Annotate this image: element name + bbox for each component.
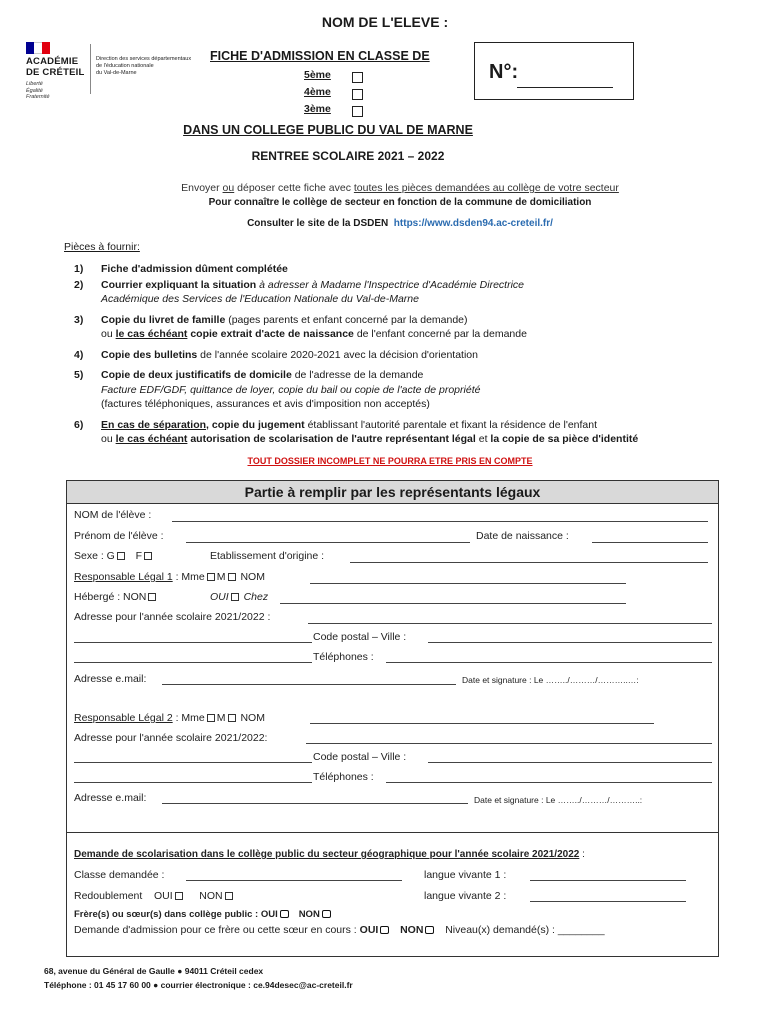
lv1-field[interactable]	[530, 880, 686, 881]
code-postal2-label: Code postal – Ville :	[313, 751, 407, 763]
pieces-label: Pièces à fournir:	[64, 241, 140, 253]
sexe-f-label: F	[135, 550, 143, 562]
item-text: à adresser à Madame l'Inspectrice d'Académie Directrice	[256, 278, 524, 291]
date-naissance-field[interactable]	[592, 542, 708, 543]
intro-underlined: toutes les pièces demandées au collège de votre secteur	[353, 182, 619, 194]
date-signature2: Date et signature : Le ……../………/………..:	[474, 795, 643, 805]
telephones1-label: Téléphones :	[313, 651, 374, 663]
list-item	[74, 313, 754, 342]
resp1-m-checkbox[interactable]	[228, 573, 236, 581]
heberge-oui-checkbox[interactable]	[231, 593, 239, 601]
item-text: et	[475, 433, 491, 445]
heberge-non-checkbox[interactable]	[148, 593, 156, 601]
heberge-non-label: Hébergé : NON	[74, 591, 147, 603]
dept-line: du Val-de-Marne	[96, 69, 137, 76]
dsden-label: Consulter le site de la DSDEN	[247, 218, 389, 229]
motto-line: Égalité	[26, 87, 43, 94]
heberge-oui-row	[210, 591, 268, 603]
etab-field[interactable]	[350, 562, 708, 563]
heberge-row	[74, 591, 158, 603]
form-title: Partie à remplir par les représentants légaux	[67, 481, 718, 504]
pieces-list	[74, 262, 754, 450]
lv1-label: langue vivante 1 :	[424, 869, 507, 881]
item-bold: Fiche d'admission dûment complétée	[101, 263, 288, 275]
freres-oui-checkbox[interactable]	[280, 910, 289, 918]
level-3-checkbox[interactable]	[352, 106, 363, 117]
level-4-checkbox[interactable]	[352, 89, 363, 100]
item-bold: copie extrait d'acte de naissance	[187, 328, 354, 340]
item-text: de l'adresse de la demande	[291, 369, 424, 381]
motto-line: Fraternité	[26, 94, 50, 100]
dept-line: de l'éducation nationale	[96, 62, 154, 69]
item-bold: Copie de deux justificatifs de domicile	[101, 369, 292, 381]
prenom-field[interactable]	[186, 542, 470, 543]
code-postal1-field[interactable]	[428, 642, 712, 643]
motto-line: Liberté	[26, 81, 43, 87]
resp1-label: Responsable Légal 1	[74, 571, 173, 583]
form-section-divider	[67, 832, 718, 833]
demande-title	[74, 849, 585, 860]
dossier-number-line	[517, 87, 613, 88]
demande-title-text: Demande de scolarisation dans le collège public du secteur géographique pour l'année scolaire 2021/2022	[74, 849, 580, 860]
intro-line-3	[0, 218, 770, 229]
sexe-g-label: Sexe : G	[74, 550, 115, 562]
sexe-row	[74, 550, 154, 562]
academie-logo	[26, 42, 96, 101]
admission-non-label: NON	[400, 924, 424, 936]
item-number: 5)	[74, 369, 84, 381]
level-5-label: 5ème	[304, 69, 331, 81]
item-number: 2)	[74, 278, 84, 291]
student-name-heading: NOM DE L'ELEVE :	[321, 14, 449, 30]
freres-non-checkbox[interactable]	[322, 910, 331, 918]
chez-label: Chez	[240, 591, 269, 603]
admission-oui-label: OUI	[359, 924, 379, 936]
dossier-number-box[interactable]	[474, 42, 634, 100]
email2-label: Adresse e.mail:	[74, 792, 147, 804]
item-bold: Copie des bulletins	[101, 348, 198, 361]
item-text: établissant l'autorité parentale et fixant la résidence de l'enfant	[304, 418, 598, 431]
etab-label: Etablissement d'origine :	[210, 550, 325, 562]
telephones1-field[interactable]	[386, 662, 712, 663]
freres-label: Frère(s) ou sœur(s) dans collège public :	[74, 909, 259, 920]
item-underlined: le cas échéant	[115, 433, 188, 445]
nom-label: NOM de l'élève :	[74, 509, 152, 521]
telephones2-label: Téléphones :	[313, 771, 374, 783]
intro-text: déposer cette fiche avec	[234, 182, 354, 194]
resp2-nom-field[interactable]	[310, 723, 654, 724]
item-number: 3)	[74, 313, 84, 326]
redoublement-row	[74, 890, 235, 902]
redoublement-label: Redoublement	[74, 890, 143, 902]
niveau-label: Niveau(x) demandé(s) : ________	[445, 924, 605, 936]
level-4-label: 4ème	[304, 86, 331, 98]
item-text: (pages parents et enfant concerné par la demande)	[225, 313, 468, 326]
adresse2-label: Adresse pour l'année scolaire 2021/2022:	[74, 732, 268, 744]
logo-divider	[90, 44, 91, 94]
adresse1-line2-field[interactable]	[74, 642, 312, 643]
redoublement-non-label: NON	[199, 890, 223, 902]
level-5-checkbox[interactable]	[352, 72, 363, 83]
demande-admission-label: Demande d'admission pour ce frère ou cette sœur en cours :	[74, 924, 357, 936]
level-3-label: 3ème	[304, 103, 331, 115]
resp2-m-label: M	[216, 712, 226, 724]
intro-ou: ou	[222, 182, 235, 194]
item-bold: Copie du livret de famille	[101, 313, 226, 326]
list-item	[74, 368, 754, 412]
logo-name-line2: DE CRÉTEIL	[26, 66, 85, 78]
intro-line-2: Pour connaître le collège de secteur en fonction de la commune de domiciliation	[208, 197, 592, 208]
adresse2-line2-field[interactable]	[74, 762, 312, 763]
resp1-nom-field[interactable]	[310, 583, 626, 584]
intro-line-1	[0, 182, 770, 194]
demande-title-end: :	[579, 849, 585, 860]
lv2-label: langue vivante 2 :	[424, 890, 507, 902]
adresse1-label: Adresse pour l'année scolaire 2021/2022 :	[74, 611, 271, 623]
item-bold: autorisation de scolarisation de l'autre représentant légal	[187, 433, 476, 445]
footer-address: 68, avenue du Général de Gaulle ● 94011 Créteil cedex	[44, 966, 264, 976]
resp2-m-checkbox[interactable]	[228, 714, 236, 722]
adresse1-field[interactable]	[308, 623, 712, 624]
admission-oui-checkbox[interactable]	[380, 926, 389, 934]
freres-row	[74, 909, 333, 920]
date-signature1: Date et signature : Le ……../………/………..…:	[462, 675, 639, 685]
item-number: 4)	[74, 348, 84, 361]
footer-contact: Téléphone : 01 45 17 60 00 ● courrier électronique : ce.94desec@ac-creteil.fr	[44, 980, 353, 990]
item-underlined: le cas échéant	[115, 328, 188, 340]
item-bold: la copie de sa pièce d'identité	[490, 433, 639, 445]
redoublement-oui-label: OUI	[153, 890, 173, 902]
prenom-label: Prénom de l'élève :	[74, 530, 164, 542]
lv2-field[interactable]	[530, 901, 686, 902]
item-text: (factures téléphoniques, assurances et avis d'imposition non acceptés)	[101, 398, 430, 410]
resp1-civ-label: : Mme	[172, 571, 205, 583]
item-text: Facture EDF/GDF, quittance de loyer, copie du bail ou copie de l'acte de propriété	[101, 383, 481, 396]
college-title: DANS UN COLLEGE PUBLIC DU VAL DE MARNE	[183, 123, 473, 137]
resp1-mme-checkbox[interactable]	[207, 573, 215, 581]
item-text: Académique des Services de l'Education Nationale du Val-de-Marne	[101, 293, 419, 305]
item-number: 1)	[74, 263, 84, 275]
heberge-oui-label: OUI	[210, 591, 229, 603]
resp1-nom-label: NOM	[240, 571, 265, 583]
email2-field[interactable]	[162, 803, 468, 804]
logo-department	[96, 56, 206, 76]
item-text: de l'année scolaire 2020-2021 avec la décision d'orientation	[197, 348, 478, 361]
dept-line: Direction des services départementaux	[96, 56, 192, 62]
logo-name-line1: ACADÉMIE	[26, 56, 79, 67]
item-underlined: En cas de séparation,	[101, 418, 209, 431]
adresse2-line3-field[interactable]	[74, 782, 312, 783]
adresse1-line3-field[interactable]	[74, 662, 312, 663]
item-number: 6)	[74, 418, 84, 431]
resp1-row	[74, 571, 265, 583]
date-naissance-label: Date de naissance :	[476, 530, 569, 542]
list-item	[74, 278, 754, 307]
sexe-f-checkbox[interactable]	[144, 552, 152, 560]
code-postal2-field[interactable]	[428, 762, 712, 763]
freres-non-label: NON	[298, 909, 320, 920]
resp2-row	[74, 712, 265, 724]
resp2-civ-label: : Mme	[172, 712, 205, 724]
list-item	[74, 262, 754, 277]
freres-oui-label: OUI	[260, 909, 278, 920]
item-bold: copie du jugement	[208, 418, 305, 431]
list-item	[74, 348, 754, 363]
nom-field[interactable]	[172, 521, 708, 522]
classe-field[interactable]	[186, 880, 402, 881]
dossier-number-label: N°:	[489, 61, 519, 83]
email1-field[interactable]	[162, 684, 456, 685]
telephones2-field[interactable]	[386, 782, 712, 783]
email1-label: Adresse e.mail:	[74, 673, 147, 685]
code-postal1-label: Code postal – Ville :	[313, 631, 407, 643]
item-text: de l'enfant concerné par la demande	[353, 328, 527, 340]
republique-flag-icon	[26, 42, 50, 54]
classe-label: Classe demandée :	[74, 869, 165, 881]
resp2-nom-label: NOM	[240, 712, 265, 724]
incomplete-warning: TOUT DOSSIER INCOMPLET NE POURRA ETRE PRIS EN COMPTE	[247, 456, 533, 466]
item-text: ou	[101, 328, 116, 340]
fiche-title: FICHE D'ADMISSION EN CLASSE DE	[210, 49, 430, 63]
resp2-label: Responsable Légal 2	[74, 712, 173, 724]
list-item	[74, 418, 754, 447]
sexe-g-checkbox[interactable]	[117, 552, 125, 560]
demande-admission-row	[74, 924, 605, 936]
item-bold: Courrier expliquant la situation	[101, 278, 257, 291]
adresse2-field[interactable]	[306, 743, 712, 744]
admission-non-checkbox[interactable]	[425, 926, 434, 934]
dsden-link[interactable]: https://www.dsden94.ac-creteil.fr/	[393, 218, 553, 229]
chez-field[interactable]	[280, 603, 626, 604]
resp2-mme-checkbox[interactable]	[207, 714, 215, 722]
rentree-title: RENTREE SCOLAIRE 2021 – 2022	[251, 149, 445, 163]
redoublement-non-checkbox[interactable]	[225, 892, 233, 900]
redoublement-oui-checkbox[interactable]	[175, 892, 183, 900]
item-text: ou	[101, 433, 116, 445]
intro-text: Envoyer	[181, 182, 223, 194]
resp1-m-label: M	[216, 571, 226, 583]
